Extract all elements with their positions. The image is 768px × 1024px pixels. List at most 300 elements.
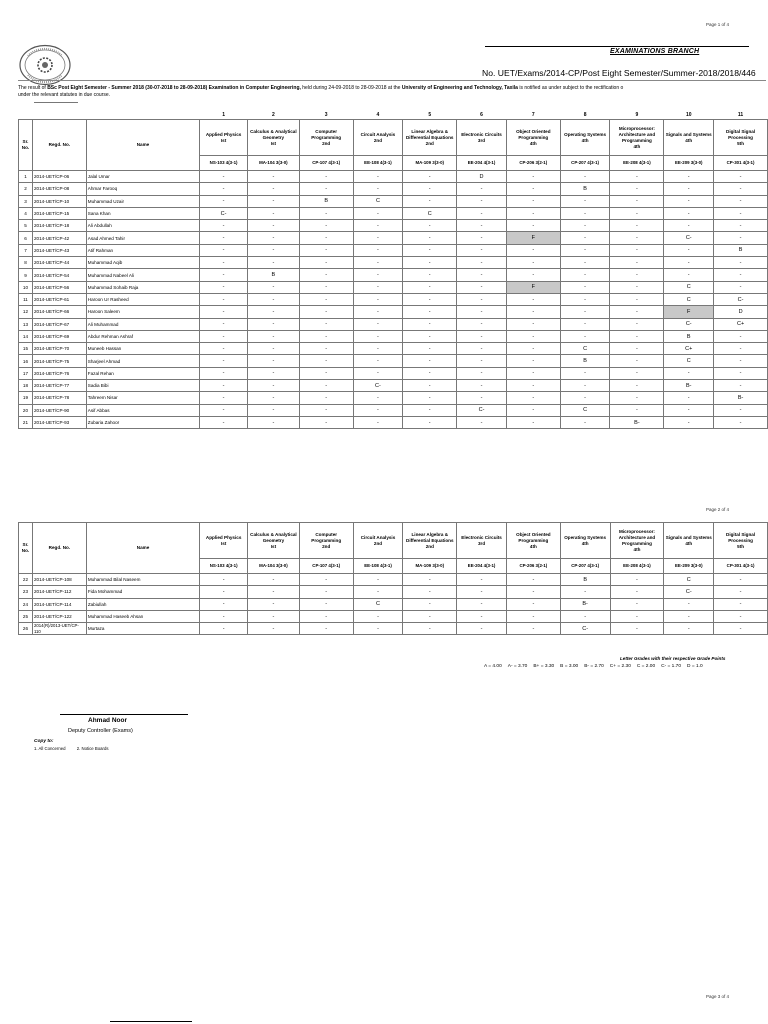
subject-semester: 4th — [685, 540, 693, 546]
grade-cell: - — [353, 257, 403, 269]
grade-cell: - — [506, 220, 560, 232]
grade-legend-item: C+ = 2.30 — [609, 664, 631, 669]
grade-cell: - — [560, 380, 610, 392]
grade-cell: - — [457, 392, 507, 404]
name-cell: Haroon Saleem — [86, 306, 199, 318]
grade-cell: B — [714, 244, 768, 256]
signatory-title: Deputy Controller (Exams) — [68, 728, 133, 734]
course-code: MA-104 3(3-0) — [248, 559, 300, 574]
course-code: CP-301 4(3-1) — [714, 156, 768, 171]
subject-semester: Ist — [220, 137, 227, 143]
grade-cell: C — [664, 355, 714, 367]
grade-cell: - — [714, 367, 768, 379]
grade-cell: - — [200, 367, 248, 379]
grade-cell: - — [610, 623, 664, 635]
grade-cell: F — [506, 232, 560, 244]
grade-cell: - — [299, 380, 353, 392]
name-cell: Ahmar Farooq — [86, 183, 199, 195]
name-cell: Asif Abbas — [86, 404, 199, 416]
grade-cell: C- — [664, 232, 714, 244]
subject-header — [200, 523, 248, 559]
grade-cell: - — [299, 232, 353, 244]
grade-cell: - — [299, 416, 353, 428]
course-code: EE-108 4(3-1) — [353, 156, 403, 171]
grade-cell: - — [353, 355, 403, 367]
grade-cell: - — [353, 416, 403, 428]
grade-cell: - — [403, 220, 457, 232]
grade-cell: C — [664, 293, 714, 305]
subject-semester: Ist — [270, 140, 277, 146]
grade-cell: - — [299, 330, 353, 342]
subject-name: Linear Algebra & Differential Equations — [406, 531, 454, 543]
regd-no-cell: 2014-UET/CP-76 — [32, 367, 86, 379]
page-number: Page 1 of 4 — [706, 22, 730, 27]
name-cell: Sadia Bibi — [86, 380, 199, 392]
intro-text-run: The result of — [18, 85, 48, 91]
sr-no-cell: 7 — [19, 244, 33, 256]
name-cell: Muhammad Bilal Naseem — [86, 574, 199, 586]
grade-cell: - — [247, 171, 299, 183]
grade-cell: - — [506, 330, 560, 342]
column-number: 4 — [376, 111, 380, 118]
course-code: MA-109 3(3-0) — [403, 156, 457, 171]
table-row — [19, 318, 768, 330]
grade-cell: - — [714, 343, 768, 355]
subject-header — [714, 120, 768, 156]
grade-cell: C- — [560, 623, 610, 635]
course-code: CP-207 4(3-1) — [560, 156, 610, 171]
grade-cell: B — [560, 355, 610, 367]
grade-cell: - — [506, 343, 560, 355]
grade-cell: - — [299, 207, 353, 219]
grade-cell: - — [664, 598, 714, 610]
grade-legend-item: C- = 1.70 — [661, 664, 682, 669]
grade-cell: - — [247, 257, 299, 269]
grade-cell: - — [299, 220, 353, 232]
grade-cell: - — [610, 392, 664, 404]
grade-cell: C+ — [664, 343, 714, 355]
subject-header — [560, 523, 610, 559]
grade-cell: - — [457, 610, 507, 622]
grade-cell: - — [560, 586, 610, 598]
grade-cell: C — [664, 574, 714, 586]
grade-cell: - — [353, 392, 403, 404]
course-code: CP-206 3(2-1) — [506, 559, 560, 574]
column-number: 5 — [428, 111, 432, 118]
grade-cell: C — [353, 195, 403, 207]
name-cell: Tahreem Nisar — [86, 392, 199, 404]
grade-cell: - — [353, 404, 403, 416]
table-row — [19, 207, 768, 219]
course-code: EE-108 4(3-1) — [353, 559, 403, 574]
grade-cell: - — [610, 610, 664, 622]
grade-cell: - — [560, 281, 610, 293]
grade-cell: - — [506, 183, 560, 195]
course-code: CP-207 4(3-1) — [560, 559, 610, 574]
grade-cell: - — [560, 244, 610, 256]
subject-name: Microprocessor: Architecture and Programming — [618, 528, 656, 546]
table-row — [19, 183, 768, 195]
grade-cell: - — [457, 195, 507, 207]
header-rule — [485, 46, 749, 47]
regd-no-cell: 2014-UET/CP-61 — [32, 293, 86, 305]
grade-cell: - — [247, 244, 299, 256]
grade-cell: - — [200, 171, 248, 183]
grade-cell: - — [299, 269, 353, 281]
regd-no-cell: 2014-UET/CP-122 — [32, 610, 86, 622]
page-number: Page 3 of 4 — [706, 994, 730, 999]
grade-cell: C- — [200, 207, 248, 219]
grade-cell: D — [457, 171, 507, 183]
name-cell: Zubaria Zahoor — [86, 416, 199, 428]
subject-name: Computer Programming — [311, 531, 342, 543]
grade-cell: - — [403, 269, 457, 281]
grade-cell: - — [664, 183, 714, 195]
grade-cell: - — [664, 610, 714, 622]
grade-cell: - — [560, 367, 610, 379]
page-3-rule — [110, 1021, 192, 1022]
subject-name: Calculus & Analytical Geometry — [250, 128, 297, 140]
name-cell: Haroon Ur Rasheed — [86, 293, 199, 305]
grade-cell: - — [403, 343, 457, 355]
regd-no-cell: 2014-UET/CP-06 — [32, 171, 86, 183]
grade-legend-item: C = 2.00 — [636, 664, 656, 669]
grade-cell: - — [610, 306, 664, 318]
grade-cell: - — [403, 355, 457, 367]
grade-cell: - — [247, 404, 299, 416]
grade-cell: - — [353, 183, 403, 195]
grade-cell: - — [200, 232, 248, 244]
name-cell: Muhammad Aqib — [86, 257, 199, 269]
grade-cell: B — [247, 269, 299, 281]
grade-cell: - — [610, 171, 664, 183]
grade-cell: - — [664, 257, 714, 269]
grade-cell: - — [506, 416, 560, 428]
copy-to-item: 1. All Concerned — [34, 746, 66, 751]
grade-cell: - — [200, 380, 248, 392]
grade-cell: - — [610, 330, 664, 342]
name-cell: Asad Ahmed Tahir — [86, 232, 199, 244]
subject-name: Computer Programming — [311, 128, 342, 140]
grade-cell: - — [247, 343, 299, 355]
grade-cell: - — [247, 416, 299, 428]
grade-cell: - — [299, 355, 353, 367]
grade-cell: - — [457, 355, 507, 367]
subject-header — [560, 120, 610, 156]
grade-cell: - — [353, 293, 403, 305]
table-row — [19, 281, 768, 293]
subject-name: Calculus & Analytical Geometry — [250, 531, 297, 543]
grade-cell: - — [560, 220, 610, 232]
grade-legend-item: D = 1.0 — [687, 664, 703, 669]
table-row — [19, 343, 768, 355]
grade-cell: - — [664, 244, 714, 256]
grade-cell: - — [664, 207, 714, 219]
grade-cell: - — [299, 586, 353, 598]
subject-semester: 5th — [737, 140, 744, 146]
grade-cell: - — [506, 355, 560, 367]
subject-semester: 5th — [737, 543, 745, 549]
copy-to-list — [34, 746, 119, 751]
grade-cell: - — [299, 171, 353, 183]
regd-no-cell: 2014-UET/CP-08 — [32, 183, 86, 195]
subject-header — [299, 120, 353, 156]
grade-cell: B- — [664, 380, 714, 392]
table-row — [19, 598, 768, 610]
grade-cell: - — [247, 330, 299, 342]
name-cell: Muhammad Haseeb Ahsan — [86, 610, 199, 622]
signature-line — [60, 714, 188, 715]
grade-cell: C — [664, 281, 714, 293]
table-row — [19, 380, 768, 392]
grade-cell: - — [200, 416, 248, 428]
name-cell: Sana Khan — [86, 207, 199, 219]
branch-heading: EXAMINATIONS BRANCH — [610, 48, 700, 55]
regd-no-cell: 2014-UET/CP-112 — [32, 586, 86, 598]
grade-cell: - — [299, 367, 353, 379]
regd-no-cell: 2014(R)/2013-UET/CP-110 — [32, 623, 86, 635]
grade-cell: - — [200, 257, 248, 269]
header-divider — [18, 80, 766, 81]
intro-text-run: is notified as under subject to the rectification o — [517, 85, 624, 91]
table-row — [19, 257, 768, 269]
grade-cell: - — [457, 306, 507, 318]
grade-cell: - — [610, 195, 664, 207]
subject-header — [457, 120, 507, 156]
subject-name: Operating Systems — [564, 131, 607, 137]
grade-cell: - — [200, 330, 248, 342]
grade-cell: - — [457, 318, 507, 330]
subject-semester: 4th — [633, 143, 641, 149]
header-regd-no: Regd. No. — [32, 120, 86, 171]
grade-cell: - — [200, 318, 248, 330]
subject-name: Signals and Systems — [665, 131, 712, 137]
sr-no-cell: 24 — [19, 598, 33, 610]
table-row — [19, 195, 768, 207]
grade-cell: - — [664, 269, 714, 281]
grade-cell: - — [664, 171, 714, 183]
grade-cell: - — [506, 404, 560, 416]
grade-cell: - — [610, 207, 664, 219]
grade-cell: - — [299, 293, 353, 305]
grade-cell: - — [403, 244, 457, 256]
grade-cell: - — [560, 330, 610, 342]
table-row — [19, 404, 768, 416]
header-sr-no: Sr. No. — [19, 120, 33, 171]
grade-cell: - — [200, 306, 248, 318]
subject-name: Applied Physics — [205, 131, 242, 137]
results-table-page-2 — [18, 522, 768, 635]
grade-cell: - — [560, 269, 610, 281]
sr-no-cell: 13 — [19, 318, 33, 330]
table-row — [19, 623, 768, 635]
grade-legend-item: B+ = 3.30 — [533, 664, 555, 669]
sr-no-cell: 20 — [19, 404, 33, 416]
subject-header — [248, 523, 300, 559]
course-code: EE-209 3(3-0) — [664, 559, 714, 574]
grade-cell: - — [714, 380, 768, 392]
table-row — [19, 416, 768, 428]
sr-no-cell: 8 — [19, 257, 33, 269]
grade-cell: - — [560, 195, 610, 207]
grade-cell: - — [457, 269, 507, 281]
regd-no-cell: 2014-UET/CP-66 — [32, 306, 86, 318]
regd-no-cell: 2014-UET/CP-77 — [32, 380, 86, 392]
grade-cell: - — [664, 404, 714, 416]
intro-text-run: held during 24-09-2018 to 28-09-2018 at the — [300, 85, 402, 91]
grade-cell: - — [299, 318, 353, 330]
grade-cell: - — [247, 220, 299, 232]
grade-cell: - — [610, 380, 664, 392]
grade-cell: C- — [714, 293, 768, 305]
grade-cell: - — [457, 330, 507, 342]
grade-cell: - — [200, 281, 248, 293]
grade-cell: - — [299, 610, 353, 622]
course-code: CP-107 4(3-1) — [299, 156, 353, 171]
name-cell: Muhammad Uzair — [86, 195, 199, 207]
grade-cell: - — [506, 293, 560, 305]
grade-cell: - — [714, 220, 768, 232]
name-cell: Muhammad Sohaib Raja — [86, 281, 199, 293]
grade-cell: - — [403, 293, 457, 305]
table-row — [19, 232, 768, 244]
grade-cell: - — [247, 318, 299, 330]
grade-cell: - — [457, 207, 507, 219]
table-row — [19, 392, 768, 404]
grade-cell: - — [714, 257, 768, 269]
subject-name: Electronic Circuits — [461, 131, 502, 137]
grade-legend-item: A- = 3.70 — [507, 664, 528, 669]
course-code: MA-109 3(3-0) — [403, 559, 457, 574]
grade-cell: - — [353, 281, 403, 293]
name-cell: Sharjeel Ahmad — [86, 355, 199, 367]
grade-cell: - — [248, 598, 300, 610]
grade-cell: - — [200, 610, 248, 622]
grade-cell: - — [457, 232, 507, 244]
name-cell: Murtaza — [86, 623, 199, 635]
grade-cell: - — [403, 306, 457, 318]
grade-cell: - — [457, 623, 507, 635]
grade-cell: - — [353, 574, 403, 586]
grade-cell: - — [247, 380, 299, 392]
regd-no-cell: 2014-UET/CP-10 — [32, 195, 86, 207]
subject-name: Electronic Circuits — [461, 534, 502, 540]
grade-cell: - — [610, 404, 664, 416]
grade-cell: - — [200, 623, 248, 635]
grade-cell: - — [200, 598, 248, 610]
grade-cell: - — [714, 623, 768, 635]
grade-cell: - — [247, 183, 299, 195]
regd-no-cell: 2014-UET/CP-42 — [32, 232, 86, 244]
grade-cell: - — [664, 392, 714, 404]
intro-underline — [34, 102, 78, 103]
grade-cell: - — [200, 183, 248, 195]
subject-semester: 2nd — [373, 137, 383, 143]
column-number: 3 — [324, 111, 328, 118]
grade-cell: - — [714, 404, 768, 416]
table-row — [19, 220, 768, 232]
grade-cell: B — [560, 183, 610, 195]
grade-cell: - — [299, 598, 353, 610]
grade-cell: - — [403, 257, 457, 269]
name-cell: Abdur Rehman Ashraf — [86, 330, 199, 342]
column-number-row — [19, 110, 768, 120]
grade-cell: - — [299, 623, 353, 635]
grade-cell: - — [506, 574, 560, 586]
name-cell: Muneeb Hassan — [86, 343, 199, 355]
grade-cell: - — [457, 244, 507, 256]
grade-cell: - — [610, 220, 664, 232]
copy-to-item: 2. Notice Boards — [76, 746, 109, 751]
grade-cell: - — [200, 293, 248, 305]
intro-line-1 — [18, 85, 766, 92]
intro-text-run: BSc Post Eight Semester - Summer 2018 (30-07-2018 to 28-09-2018) Examination in Computer Engineering, — [47, 85, 301, 91]
subject-semester: 2nd — [425, 543, 434, 549]
grade-cell: - — [714, 416, 768, 428]
grade-cell: - — [506, 257, 560, 269]
blank-cell — [19, 110, 33, 120]
grade-cell: - — [457, 416, 507, 428]
regd-no-cell: 2014-UET/CP-108 — [32, 574, 86, 586]
grade-cell: - — [403, 171, 457, 183]
grade-cell: - — [506, 269, 560, 281]
subject-name: Object Oriented Programming — [516, 128, 551, 140]
column-number: 1 — [222, 111, 225, 118]
subject-name: Digital Signal Processing — [726, 531, 756, 543]
table-row — [19, 306, 768, 318]
grade-legend-title: Letter Grades with their respective Grade Points — [620, 656, 726, 661]
sr-no-cell: 12 — [19, 306, 33, 318]
course-code: CP-301 4(3-1) — [714, 559, 768, 574]
grade-cell: - — [248, 610, 300, 622]
sr-no-cell: 10 — [19, 281, 33, 293]
sr-no-cell: 11 — [19, 293, 33, 305]
subject-name: Object Oriented Programming — [516, 531, 551, 543]
subject-semester: 2nd — [425, 140, 434, 146]
name-cell: Ali Abdullah — [86, 220, 199, 232]
grade-cell: - — [714, 232, 768, 244]
grade-cell: - — [299, 392, 353, 404]
grade-cell: - — [457, 343, 507, 355]
sr-no-cell: 5 — [19, 220, 33, 232]
course-code: NS-103 4(3-1) — [200, 559, 248, 574]
grade-cell: - — [664, 195, 714, 207]
grade-cell: - — [403, 281, 457, 293]
sr-no-cell: 16 — [19, 355, 33, 367]
course-code: EE-204 4(3-1) — [457, 559, 507, 574]
subject-name: Applied Physics — [205, 534, 242, 540]
table-row — [19, 367, 768, 379]
grade-cell: - — [664, 416, 714, 428]
sr-no-cell: 14 — [19, 330, 33, 342]
table-row — [19, 355, 768, 367]
grade-cell: - — [506, 306, 560, 318]
grade-cell: - — [247, 367, 299, 379]
subject-header — [506, 120, 560, 156]
grade-cell: - — [248, 574, 300, 586]
intro-text-run: University of Engineering and Technology, Taxila — [401, 85, 518, 91]
name-cell: Muhammad Nabeel Ali — [86, 269, 199, 281]
subject-name: Microprocessor: Architecture and Programming — [618, 125, 656, 143]
grade-cell: - — [457, 598, 507, 610]
sr-no-cell: 26 — [19, 623, 33, 635]
subject-name: Linear Algebra & Differential Equations — [405, 128, 454, 140]
grade-cell: B- — [560, 598, 610, 610]
regd-no-cell: 2014-UET/CP-70 — [32, 343, 86, 355]
grade-cell: - — [714, 355, 768, 367]
grade-cell: - — [200, 195, 248, 207]
column-number: 11 — [737, 111, 744, 118]
